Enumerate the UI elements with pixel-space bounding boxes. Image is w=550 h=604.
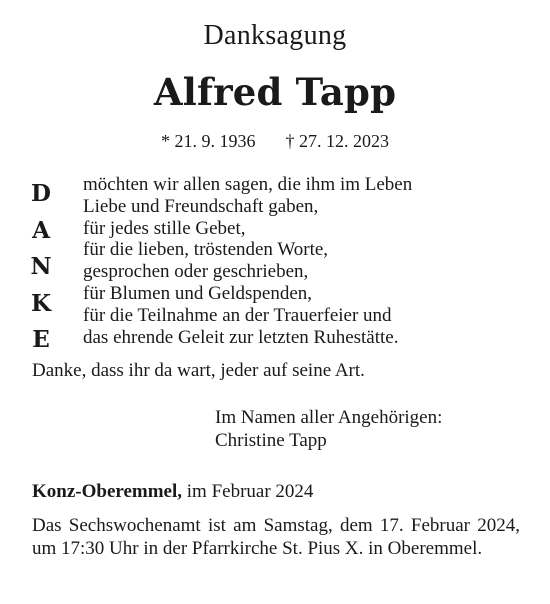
- thanks-line: das ehrende Geleit zur letzten Ruhestätte.: [83, 326, 399, 348]
- thanks-line: möchten wir allen sagen, die ihm im Leben: [83, 174, 413, 195]
- signature-name: Christine Tapp: [215, 430, 327, 451]
- deceased-name: Alfred Tapp: [153, 70, 397, 114]
- place-town: Konz-Oberemmel,: [32, 481, 183, 502]
- danke-letter: A: [32, 216, 50, 244]
- death-date: † 27. 12. 2023: [285, 131, 389, 151]
- mass-notice: Das Sechswochenamt ist am Samstag, dem 17. Februar 2024, um 17:30 Uhr in der Pfarrkirche St. Pius X. in Oberemmel.: [32, 515, 520, 559]
- thanks-lines: [83, 174, 412, 348]
- place-date-line: [32, 481, 313, 503]
- signature-intro: Im Namen aller Angehörigen:: [215, 407, 443, 428]
- birth-date: * 21. 9. 1936: [161, 131, 256, 151]
- thanks-line: für die lieben, tröstenden Worte,: [83, 239, 329, 261]
- signature-block: [215, 406, 442, 452]
- thanks-line: für die Teilnahme an der Trauerfeier und: [83, 304, 392, 326]
- danke-vertical-word: [27, 176, 55, 359]
- place-date: im Februar 2024: [186, 481, 314, 502]
- notice-heading: Danksagung: [203, 20, 347, 51]
- danke-letter: D: [31, 180, 51, 207]
- thanks-line: gesprochen oder geschrieben,: [83, 261, 309, 283]
- thanks-line: für Blumen und Geldspenden,: [83, 282, 313, 304]
- danke-letter: K: [31, 289, 51, 317]
- thanks-line: für jedes stille Gebet,: [83, 217, 246, 239]
- life-dates: [0, 131, 550, 152]
- thanks-line: Liebe und Freundschaft gaben,: [83, 195, 319, 217]
- danke-letter: N: [30, 253, 52, 280]
- closing-line: Danke, dass ihr da wart, jeder auf seine Art.: [32, 360, 365, 381]
- danke-letter: E: [32, 326, 50, 353]
